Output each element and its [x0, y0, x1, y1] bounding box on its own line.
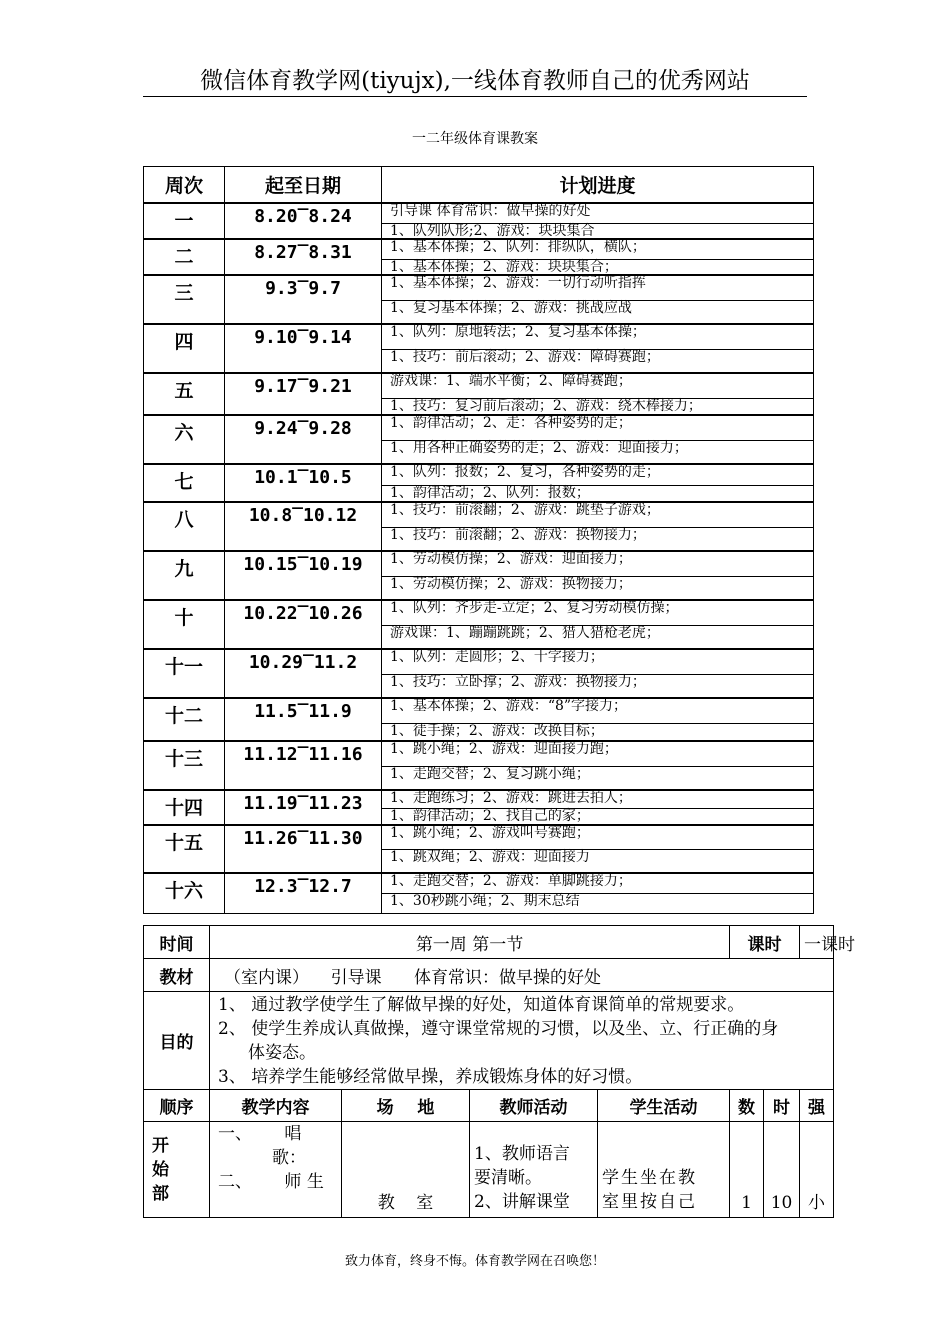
header-rule — [143, 96, 807, 97]
col-student-header: 学生活动 — [598, 1090, 730, 1122]
plan-cell: 1、劳动模仿操；2、游戏：换物接力； — [382, 576, 814, 600]
dates-cell: 11.5‾11.9 — [225, 698, 382, 741]
teacher-line: 要清晰。 — [474, 1168, 542, 1188]
week-cell: 六 — [144, 415, 225, 464]
student-cell — [598, 1122, 730, 1218]
page-footer: 致力体育，终身不悔。体育教学网在召唤您！ — [344, 1254, 605, 1269]
plan-cell: 1、韵律活动；2、走：各种姿势的走； — [382, 415, 814, 440]
material-value: （室内课） 引导课 体育常识：做早操的好处 — [210, 959, 834, 992]
content-line: 一、 唱 — [218, 1124, 302, 1144]
dates-cell: 10.1‾10.5 — [225, 464, 382, 502]
dates-cell: 10.15‾10.19 — [225, 551, 382, 600]
plan-cell: 游戏课：1、蹦蹦跳跳；2、猎人猎枪老虎； — [382, 625, 814, 649]
week-cell: 十五 — [144, 825, 225, 873]
dates-cell: 9.10‾9.14 — [225, 324, 382, 373]
student-line: 室里按自己 — [602, 1192, 697, 1212]
plan-cell: 1、跳小绳；2、游戏叫号赛跑； — [382, 825, 814, 849]
plan-cell: 游戏课：1、端水平衡；2、障碍赛跑； — [382, 373, 814, 398]
week-cell: 十 — [144, 600, 225, 649]
time-value-text: 第一周 第一节 — [415, 934, 524, 955]
teacher-line: 2、讲解课堂 — [474, 1192, 570, 1212]
dates-cell: 12.3‾12.7 — [225, 873, 382, 913]
order-char: 开 — [152, 1135, 169, 1156]
week-cell: 七 — [144, 464, 225, 502]
col-plan-header: 计划进度 — [382, 167, 814, 204]
col-time-header: 时 — [764, 1090, 800, 1122]
time-label: 时间 — [144, 926, 210, 959]
student-line: 学生坐在教 — [602, 1168, 697, 1188]
plan-cell: 1、韵律活动；2、找自己的家； — [382, 808, 814, 825]
col-intensity-header: 强 — [800, 1090, 834, 1122]
schedule-row — [144, 790, 814, 808]
col-venue-header: 场 地 — [342, 1090, 470, 1122]
dates-cell: 11.12‾11.16 — [225, 741, 382, 790]
schedule-row — [144, 373, 814, 398]
plan-cell: 1、跳双绳；2、游戏：迎面接力 — [382, 849, 814, 873]
dates-cell: 11.26‾11.30 — [225, 825, 382, 873]
dates-cell: 8.20‾8.24 — [225, 203, 382, 239]
plan-cell: 1、队列：报数；2、复习，各种姿势的走； — [382, 464, 814, 485]
week-cell: 二 — [144, 239, 225, 275]
content-cell — [210, 1122, 342, 1218]
plan-cell: 1、走跑交替；2、游戏：单脚跳接力； — [382, 873, 814, 893]
week-cell: 一 — [144, 203, 225, 239]
week-cell: 十六 — [144, 873, 225, 913]
dates-cell: 11.19‾11.23 — [225, 790, 382, 825]
schedule-row — [144, 551, 814, 576]
teacher-cell — [470, 1122, 598, 1218]
schedule-row — [144, 239, 814, 259]
schedule-row — [144, 825, 814, 849]
plan-cell: 1、基本体操；2、队列：排纵队，横队； — [382, 239, 814, 259]
col-count-header: 数 — [730, 1090, 764, 1122]
hours-label: 课时 — [730, 926, 800, 959]
plan-cell: 1、基本体操；2、游戏：一切行动听指挥 — [382, 275, 814, 300]
plan-cell: 1、跳小绳；2、游戏：迎面接力跑； — [382, 741, 814, 766]
col-content-header: 教学内容 — [210, 1090, 342, 1122]
schedule-row — [144, 741, 814, 766]
schedule-table — [143, 166, 814, 914]
lesson-plan-table — [143, 925, 856, 1218]
dates-cell: 10.29‾11.2 — [225, 649, 382, 698]
schedule-row — [144, 203, 814, 223]
col-week-header: 周次 — [144, 167, 225, 204]
col-order-header: 顺序 — [144, 1090, 210, 1122]
schedule-row — [144, 600, 814, 625]
plan-cell: 1、技巧：前滚翻；2、游戏：跳垫子游戏； — [382, 502, 814, 527]
week-cell: 十三 — [144, 741, 225, 790]
order-cell — [144, 1122, 210, 1218]
dates-cell: 9.24‾9.28 — [225, 415, 382, 464]
week-cell: 三 — [144, 275, 225, 324]
goal-item-continued: 体姿态。 — [248, 1042, 316, 1063]
week-cell: 五 — [144, 373, 225, 415]
site-header: 微信体育教学网(tiyujx),一线体育教师自己的优秀网站 — [200, 68, 750, 94]
plan-cell: 1、走跑练习；2、游戏：跳进去拍人； — [382, 790, 814, 808]
material-label: 教材 — [144, 959, 210, 992]
schedule-row — [144, 698, 814, 723]
time-cell: 10 — [764, 1122, 800, 1218]
venue-cell: 教 室 — [342, 1122, 470, 1218]
goal-label: 目的 — [144, 992, 210, 1090]
plan-cell: 1、走跑交替；2、复习跳小绳； — [382, 766, 814, 790]
plan-cell: 1、技巧：立卧撑；2、游戏：换物接力； — [382, 674, 814, 698]
dates-cell: 10.8‾10.12 — [225, 502, 382, 551]
plan-cell: 1、基本体操；2、游戏：块块集合； — [382, 259, 814, 275]
content-line: 二、 师 生 — [218, 1172, 324, 1192]
order-char: 始 — [152, 1159, 169, 1180]
goal-item: 3、 培养学生能够经常做早操，养成锻炼身体的好习惯。 — [218, 1066, 643, 1087]
document-title: 一二年级体育课教案 — [412, 131, 538, 147]
plan-cell: 1、技巧：前滚翻；2、游戏：换物接力； — [382, 527, 814, 551]
week-cell: 八 — [144, 502, 225, 551]
goal-item: 1、 通过教学使学生了解做早操的好处，知道体育课简单的常规要求。 — [218, 994, 745, 1015]
schedule-row — [144, 275, 814, 300]
week-cell: 十一 — [144, 649, 225, 698]
col-dates-header: 起至日期 — [225, 167, 382, 204]
plan-cell: 1、技巧：复习前后滚动；2、游戏：绕木棒接力； — [382, 398, 814, 415]
week-cell: 四 — [144, 324, 225, 373]
dates-cell: 8.27‾8.31 — [225, 239, 382, 275]
plan-cell: 1、队列队形;2、游戏：块块集合 — [382, 223, 814, 239]
schedule-row — [144, 873, 814, 893]
week-cell: 十四 — [144, 790, 225, 825]
content-line: 歌： — [272, 1148, 306, 1168]
teacher-line: 1、教师语言 — [474, 1144, 570, 1164]
plan-cell: 1、队列：原地转法；2、复习基本体操； — [382, 324, 814, 349]
schedule-row — [144, 324, 814, 349]
plan-cell: 1、队列：走圆形；2、十字接力； — [382, 649, 814, 674]
intensity-cell: 小 — [800, 1122, 834, 1218]
order-char: 部 — [152, 1183, 169, 1204]
goals-list — [210, 992, 834, 1090]
count-cell: 1 — [730, 1122, 764, 1218]
plan-cell: 1、复习基本体操；2、游戏：挑战应战 — [382, 300, 814, 324]
dates-cell: 9.17‾9.21 — [225, 373, 382, 415]
col-teacher-header: 教师活动 — [470, 1090, 598, 1122]
plan-cell: 1、30秒跳小绳；2、期末总结 — [382, 893, 814, 913]
plan-cell: 1、劳动模仿操；2、游戏：迎面接力； — [382, 551, 814, 576]
schedule-row — [144, 415, 814, 440]
schedule-row — [144, 649, 814, 674]
plan-cell: 1、基本体操；2、游戏：“8”字接力； — [382, 698, 814, 723]
plan-cell: 1、用各种正确姿势的走；2、游戏：迎面接力； — [382, 440, 814, 464]
plan-cell: 1、徒手操；2、游戏：改换目标； — [382, 723, 814, 741]
plan-cell: 1、队列：齐步走-立定；2、复习劳动模仿操； — [382, 600, 814, 625]
schedule-row — [144, 464, 814, 485]
goal-item: 2、 使学生养成认真做操，遵守课堂常规的习惯，以及坐、立、行正确的身 — [218, 1018, 779, 1039]
plan-cell: 1、技巧：前后滚动；2、游戏：障碍赛跑； — [382, 349, 814, 373]
plan-cell: 引导课 体育常识：做早操的好处 — [382, 203, 814, 223]
time-value — [210, 926, 730, 959]
dates-cell: 10.22‾10.26 — [225, 600, 382, 649]
dates-cell: 9.3‾9.7 — [225, 275, 382, 324]
week-cell: 九 — [144, 551, 225, 600]
hours-value: 一课时 — [800, 926, 834, 959]
week-cell: 十二 — [144, 698, 225, 741]
schedule-row — [144, 502, 814, 527]
plan-cell: 1、韵律活动；2、队列：报数； — [382, 485, 814, 502]
